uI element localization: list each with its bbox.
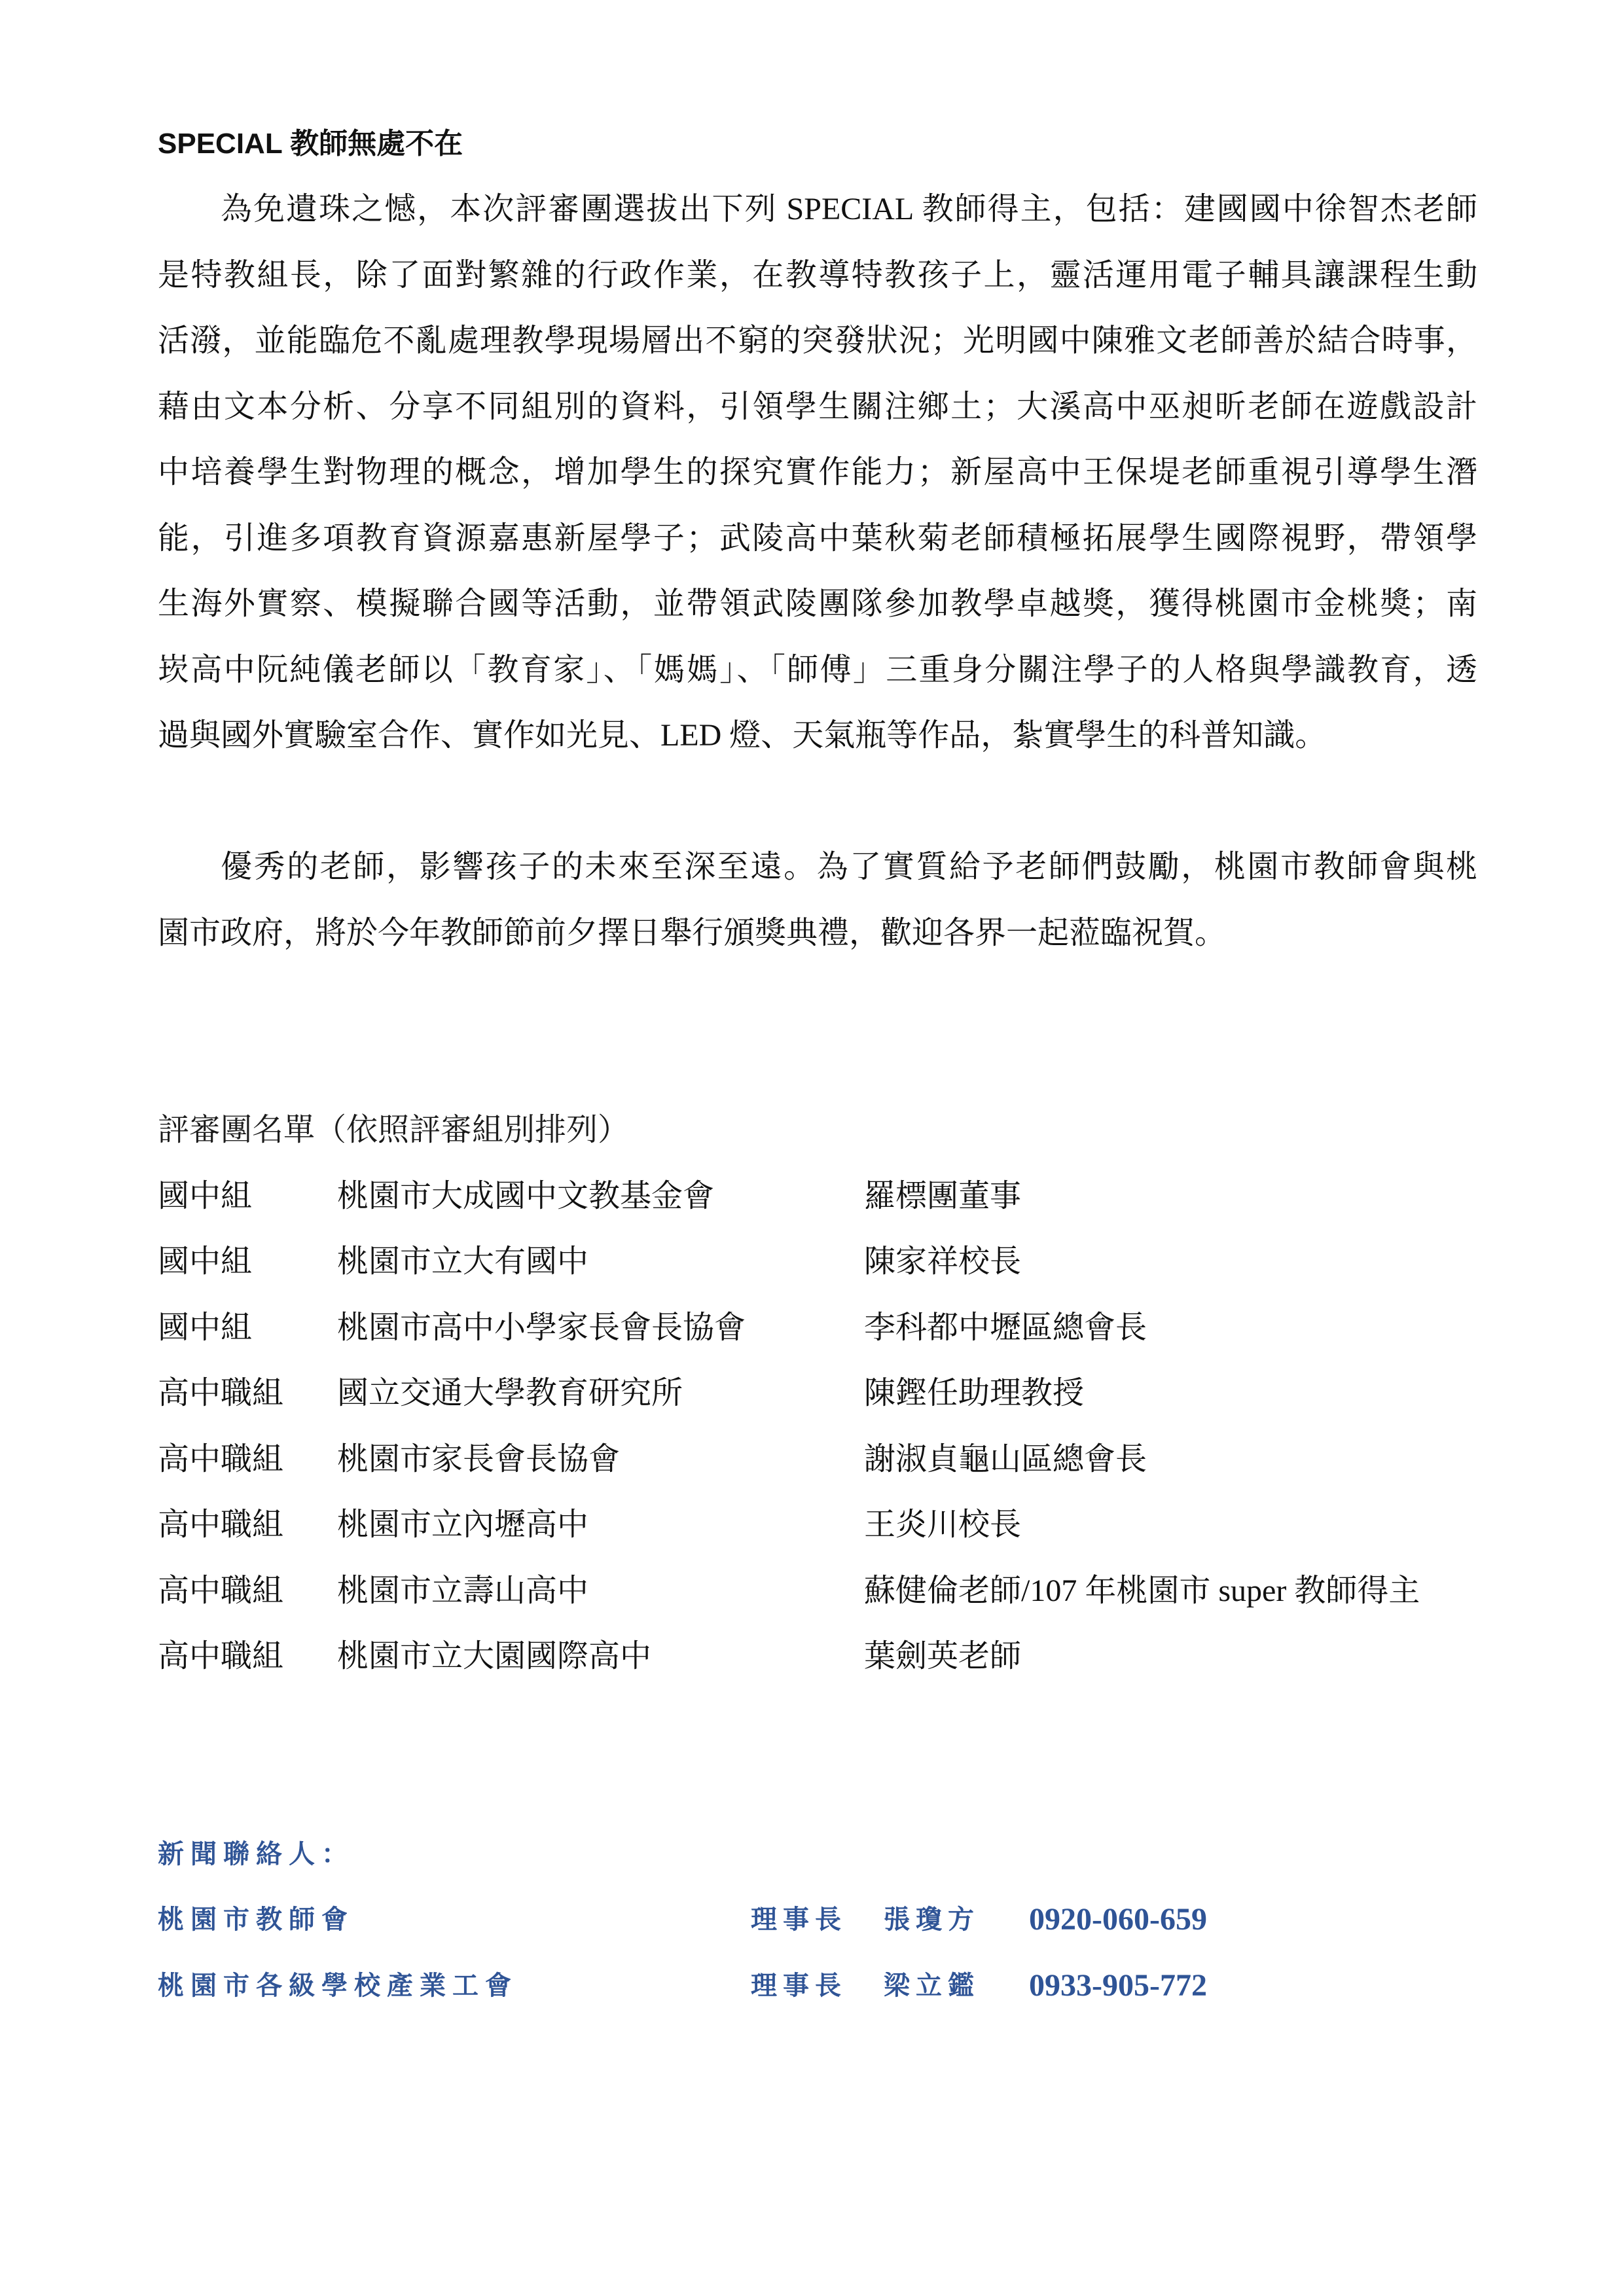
press-contacts — [158, 1821, 1477, 2019]
contact-organization: 桃園市各級學校產業工會 — [158, 1969, 518, 2001]
jury-list — [158, 1098, 1477, 1690]
jury-group: 國中組 — [158, 1178, 253, 1213]
jury-organization: 桃園市立大園國際高中 — [337, 1639, 652, 1674]
jury-group: 高中職組 — [158, 1639, 284, 1674]
paragraph-line: 藉由文本分析、分享不同組別的資料，引領學生關注鄉土；大溪高中巫昶昕老師在遊戲設計 — [158, 389, 1477, 424]
jury-organization: 桃園市立內壢高中 — [337, 1507, 589, 1543]
contact-role: 理事長 — [751, 1969, 847, 2001]
jury-member: 李科都中壢區總會長 — [864, 1310, 1147, 1345]
paragraph-line: 優秀的老師，影響孩子的未來至深至遠。為了實質給予老師們鼓勵，桃園市教師會與桃 — [221, 850, 1477, 885]
jury-organization: 桃園市家長會長協會 — [337, 1441, 621, 1477]
contact-phone: 0920-060-659 — [1029, 1902, 1207, 1937]
jury-member: 蘇健倫老師/107 年桃園市 super 教師得主 — [864, 1573, 1420, 1608]
jury-heading: 評審團名單（依照評審組別排列） — [158, 1113, 630, 1148]
paragraph-line: 生海外實察、模擬聯合國等活動，並帶領武陵團隊參加教學卓越獎，獲得桃園市金桃獎；南 — [158, 586, 1477, 622]
jury-row — [158, 1361, 1477, 1427]
jury-group: 高中職組 — [158, 1573, 284, 1608]
jury-group: 高中職組 — [158, 1376, 284, 1411]
jury-member: 陳鏗任助理教授 — [864, 1376, 1085, 1411]
jury-member: 王炎川校長 — [864, 1507, 1022, 1543]
contact-name: 張瓊方 — [884, 1904, 980, 1935]
contact-role: 理事長 — [751, 1904, 847, 1935]
paragraph-line: 為免遺珠之憾，本次評審團選拔出下列 SPECIAL 教師得主，包括：建國國中徐智杰老師 — [221, 192, 1477, 227]
jury-organization: 桃園市高中小學家長會長協會 — [337, 1310, 746, 1345]
paragraph-line: 能，引進多項教育資源嘉惠新屋學子；武陵高中葉秋菊老師積極拓展學生國際視野，帶領學 — [158, 520, 1477, 556]
jury-member: 陳家祥校長 — [864, 1244, 1022, 1280]
paragraph-line: 是特教組長，除了面對繁雜的行政作業，在教導特教孩子上，靈活運用電子輔具讓課程生動 — [158, 257, 1477, 293]
contact-phone: 0933-905-772 — [1029, 1967, 1207, 2003]
contact-row — [158, 1887, 1477, 1953]
paragraph-line: 崁高中阮純儀老師以「教育家」、「媽媽」、「師傅」三重身分關注學子的人格與學識教育，透 — [158, 652, 1477, 687]
jury-row — [158, 1492, 1477, 1558]
jury-row — [158, 1427, 1477, 1493]
jury-row — [158, 1229, 1477, 1295]
contact-name: 梁立鑑 — [884, 1969, 980, 2001]
jury-group: 國中組 — [158, 1310, 253, 1345]
jury-organization: 國立交通大學教育研究所 — [337, 1376, 683, 1411]
contact-organization: 桃園市教師會 — [158, 1904, 354, 1935]
section-title: SPECIAL 教師無處不在 — [158, 127, 463, 160]
jury-organization: 桃園市立大有國中 — [337, 1244, 589, 1280]
paragraph-line: 過與國外實驗室合作、實作如光見、LED 燈、天氣瓶等作品，紮實學生的科普知識。 — [158, 718, 1327, 753]
jury-group: 高中職組 — [158, 1441, 284, 1477]
paragraph-line: 園市政府，將於今年教師節前夕擇日舉行頒獎典禮，歡迎各界一起蒞臨祝賀。 — [158, 915, 1227, 950]
jury-group: 國中組 — [158, 1244, 253, 1280]
contacts-heading: 新聞聯絡人： — [158, 1838, 354, 1869]
jury-member: 葉劍英老師 — [864, 1639, 1022, 1674]
jury-row — [158, 1558, 1477, 1624]
jury-row — [158, 1624, 1477, 1690]
jury-organization: 桃園市大成國中文教基金會 — [337, 1178, 715, 1213]
paragraph-line: 活潑，並能臨危不亂處理教學現場層出不窮的突發狀況；光明國中陳雅文老師善於結合時事， — [158, 323, 1477, 359]
jury-group: 高中職組 — [158, 1507, 284, 1543]
ceremony-paragraph — [158, 834, 1477, 966]
jury-member: 謝淑貞龜山區總會長 — [864, 1441, 1147, 1477]
paragraph-line: 中培養學生對物理的概念，增加學生的探究實作能力；新屋高中王保堤老師重視引導學生潛 — [158, 455, 1477, 490]
jury-row — [158, 1164, 1477, 1230]
section-heading — [158, 111, 1477, 177]
jury-member: 羅標團董事 — [864, 1178, 1022, 1213]
jury-row — [158, 1295, 1477, 1361]
contact-row — [158, 1953, 1477, 2019]
winners-paragraph — [158, 177, 1477, 769]
jury-organization: 桃園市立壽山高中 — [337, 1573, 589, 1608]
